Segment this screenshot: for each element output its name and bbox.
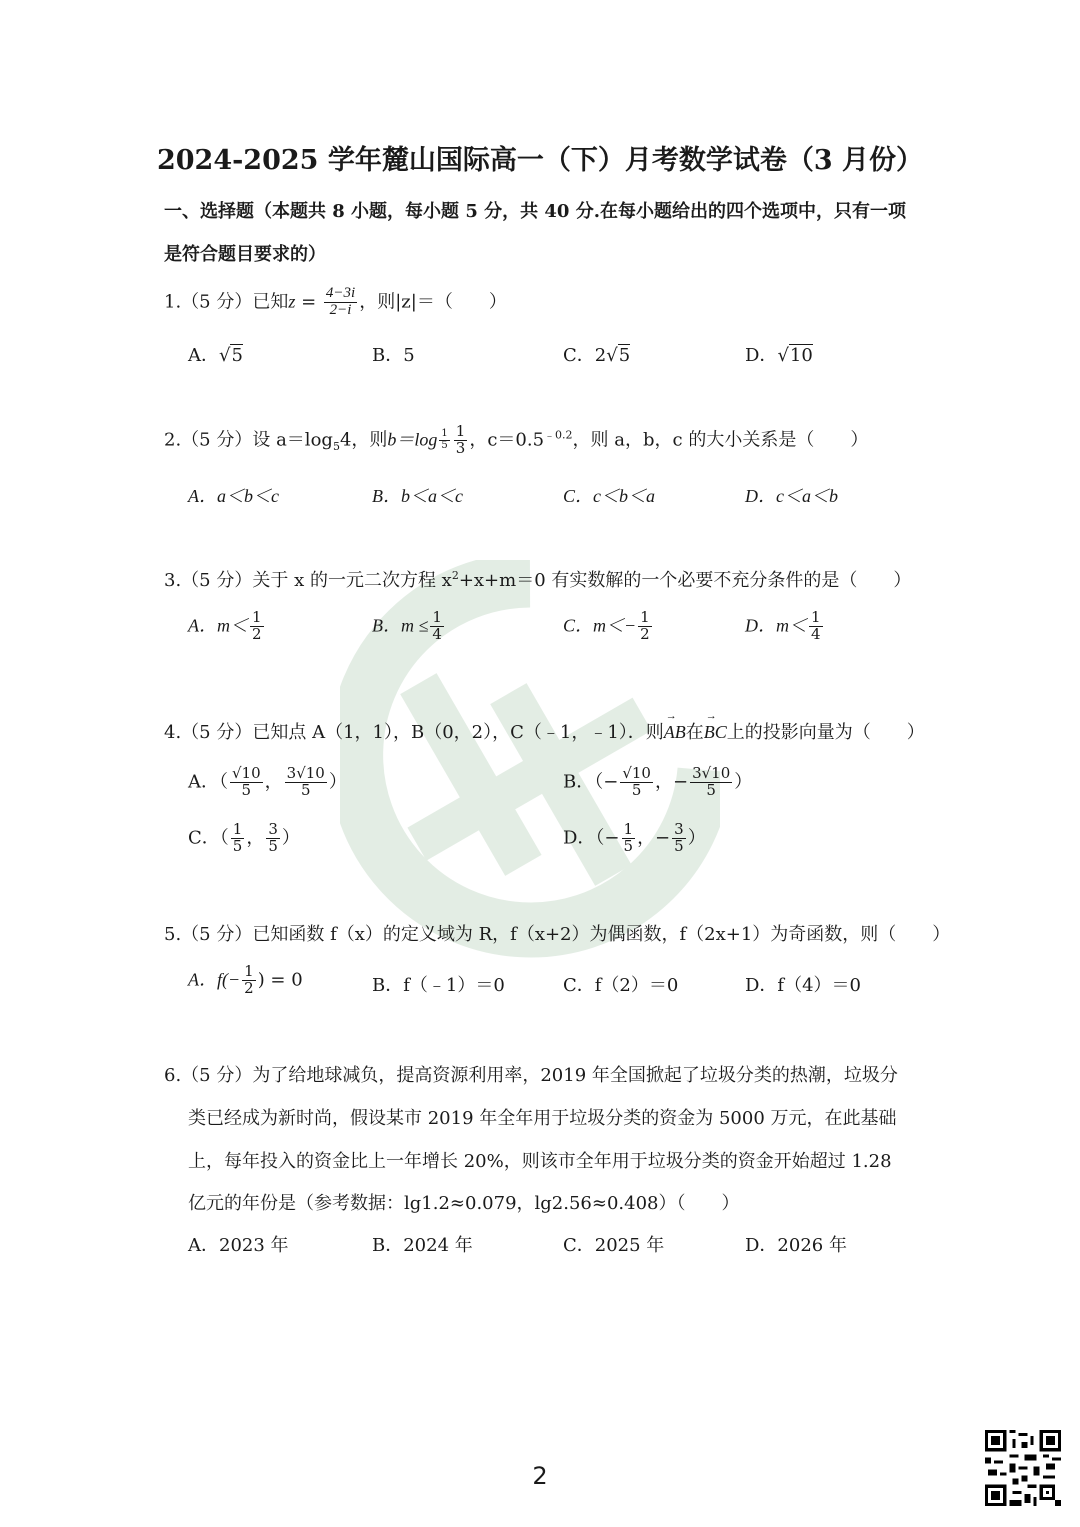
question-6: 6.（5 分）为了给地球减负，提高资源利用率，2019 年全国掀起了垃圾分类的热潮，垃圾分 [164, 1065, 898, 1086]
q1-option-b: B．5 [372, 345, 415, 366]
question-3: 3.（5 分）关于 x 的一元二次方程 $x^2+x+m=0$ 有实数解的一个必要不充分条件的是（ ） [164, 569, 912, 591]
question-5: 5.（5 分）已知函数 f（x）的定义域为 R，f（x+2）为偶函数，f（2x+1）为奇函数，则（ ） [164, 924, 951, 945]
q3-option-a: A．m＜ $\frac{1}{2}$ [188, 608, 262, 643]
q4-option-d: D．（− $\frac{1}{5}$ ，− $\frac{3}{5}$ ） [563, 820, 706, 855]
q1-option-d: D．√10 [745, 345, 813, 366]
question-6-line-2: 类已经成为新时尚，假设某市 2019 年全年用于垃圾分类的资金为 5000 万元，在此基础 [188, 1108, 897, 1129]
page-title: 2024-2025 学年麓山国际高一（下）月考数学试卷（3 月份） [156, 145, 924, 176]
page-number: 2 [532, 1462, 548, 1490]
q6-option-d: D．2026 年 [745, 1235, 847, 1256]
qr-code[interactable] [985, 1430, 1061, 1506]
q4-option-c: C．（ $\frac{1}{5}$ ， $\frac{3}{5}$ ） [188, 820, 300, 855]
q2-option-a: A．a＜b＜c [188, 486, 279, 506]
question-1: 1.（5 分）已知z = $\frac{4-3i}{2-i}$ ，则|z|＝（ ） [164, 285, 507, 318]
q2-option-d: D．c＜a＜b [745, 486, 838, 506]
q2-option-b: B．b＜a＜c [372, 486, 463, 506]
section-heading-cont: 是符合题目要求的） [164, 244, 326, 265]
q5-option-b: B．f（﹣1）＝0 [372, 975, 505, 996]
question-4: 4.（5 分）已知点 A（1，1），B（0，2），C（﹣1，﹣1）．则→ AB在→ BC上的投影向量为（ ） [164, 718, 925, 744]
q6-option-c: C．2025 年 [563, 1235, 665, 1256]
q1-option-a: A．√5 [188, 345, 243, 366]
q2-option-c: C．c＜b＜a [563, 486, 655, 506]
q5-option-d: D．f（4）＝0 [745, 975, 861, 996]
q3-option-b: B．m ≤ $\frac{1}{4}$ [372, 608, 442, 643]
q3-option-c: C．m＜− $\frac{1}{2}$ [563, 608, 650, 643]
q3-option-d: D．m＜ $\frac{1}{4}$ [745, 608, 821, 643]
section-heading: 一、选择题（本题共 8 小题，每小题 5 分，共 40 分.在每小题给出的四个选项中，只有一项 [164, 201, 906, 222]
question-2: 2.（5 分）设 $a=\log_54$，则b＝log $\frac{1}{5}$ $\frac{1}{3}$ ，$c=0.5^{﹣0.2}$，则 a，b，c 的大小关系是（ ） [164, 422, 869, 457]
q6-option-a: A．2023 年 [188, 1235, 289, 1256]
q5-option-a: A．f(− $\frac{1}{2}$ ) = 0 [188, 962, 303, 997]
q4-option-b: B．（− $\frac{√10}{5}$ ，− $\frac{3√10}{5}$ ） [563, 764, 753, 799]
question-6-line-3: 上，每年投入的资金比上一年增长 20%，则该市全年用于垃圾分类的资金开始超过 1.28 [188, 1151, 892, 1172]
q6-option-b: B．2024 年 [372, 1235, 473, 1256]
q5-option-c: C．f（2）＝0 [563, 975, 679, 996]
q1-option-c: C．2√5 [563, 345, 631, 366]
q4-option-a: A．（ $\frac{√10}{5}$ ， $\frac{3√10}{5}$ ） [188, 764, 347, 799]
question-6-line-4: 亿元的年份是（参考数据：lg1.2≈0.079，lg2.56≈0.408）（ ） [188, 1193, 740, 1214]
